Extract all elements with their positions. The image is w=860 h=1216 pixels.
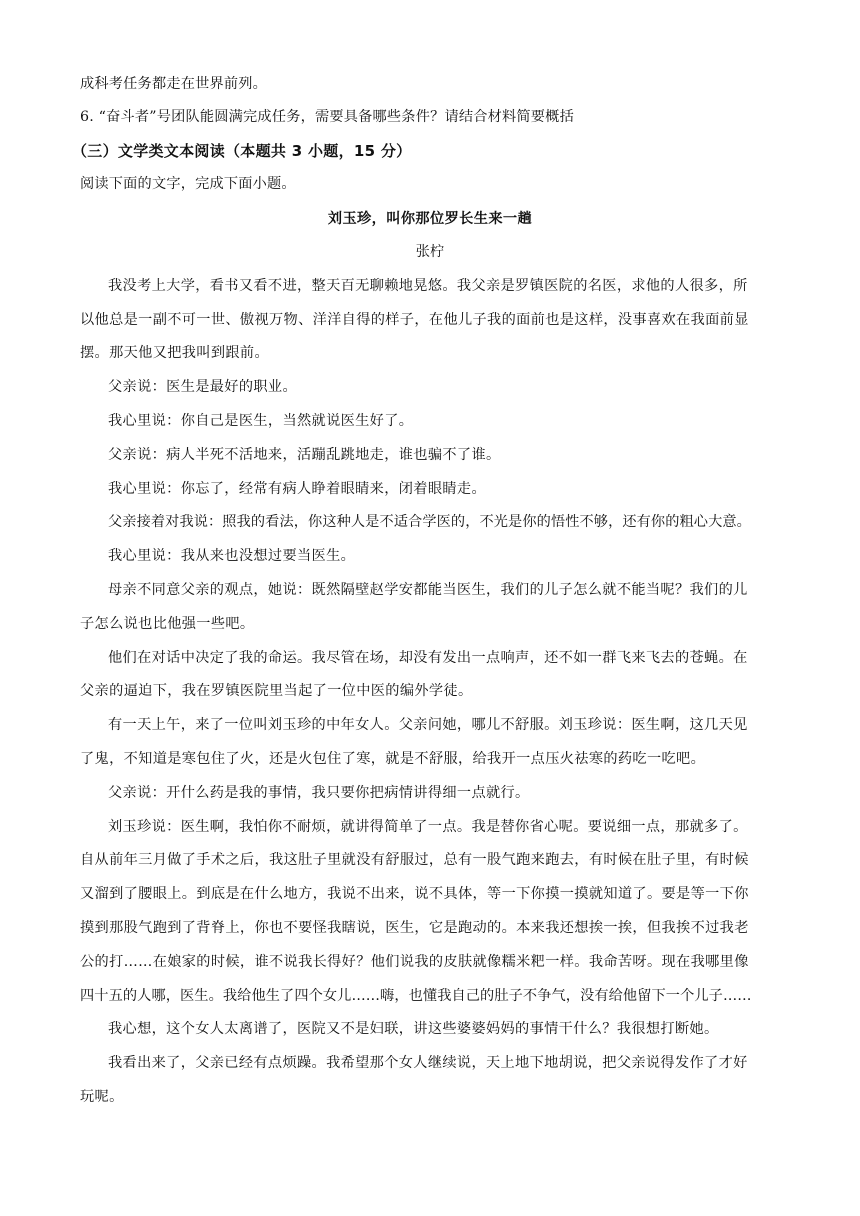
paragraph-line: 父亲接着对我说：照我的看法，你这种人是不适合学医的，不光是你的悟性不够，还有你的粗心大意。 [108,514,751,530]
paragraph-line: 自从前年三月做了手术之后，我这肚子里就没有舒服过，总有一股气跑来跑去，有时候在肚子里，有时候 [80,852,749,868]
paragraph-line: 我心里说：你忘了，经常有病人睁着眼睛来，闭着眼睛走。 [108,481,486,497]
paragraph-line: 我心里说：我从来也没想过要当医生。 [108,548,356,564]
text-line: 成科考任务都走在世界前列。 [80,76,268,92]
paragraph-line: 我看出来了，父亲已经有点烦躁。我希望那个女人继续说，天上地下地胡说，把父亲说得发作了才好 [108,1055,748,1071]
paragraph-line: 母亲不同意父亲的观点，她说：既然隔壁赵学安都能当医生，我们的儿子怎么就不能当呢？我们的儿 [108,582,748,598]
paragraph-line: 又溜到了腰眼上。到底是在什么地方，我说不出来，说不具体，等一下你摸一摸就知道了。要是等一下你 [80,886,749,902]
instruction-text: 阅读下面的文字，完成下面小题。 [80,176,296,192]
paragraph-line: 父亲说：医生是最好的职业。 [108,379,297,395]
paragraph-line: 父亲说：开什么药是我的事情，我只要你把病情讲得细一点就行。 [108,785,530,801]
paragraph-line: 父亲说：病人半死不活地来，活蹦乱跳地走，谁也骗不了谁。 [108,447,501,463]
paragraph-line: 我没考上大学，看书又看不进，整天百无聊赖地晃悠。我父亲是罗镇医院的名医，求他的人很多，所 [108,278,748,294]
paragraph-line: 了鬼，不知道是寒包住了火，还是火包住了寒，就是不舒服，给我开一点压火祛寒的药吃一吃吧。 [80,751,706,767]
paragraph-line: 父亲的逼迫下，我在罗镇医院里当起了一位中医的编外学徒。 [80,683,473,699]
paragraph-line: 玩呢。 [80,1089,124,1105]
paragraph-line: 以他总是一副不可一世、傲视万物、洋洋自得的样子，在他儿子我的面前也是这样，没事喜欢在我面前显 [80,312,749,328]
section-heading: （三）文学类文本阅读（本题共 3 小题，15 分） [72,142,412,160]
story-author: 张柠 [415,244,445,260]
paragraph-line: 他们在对话中决定了我的命运。我尽管在场，却没有发出一点响声，还不如一群飞来飞去的苍蝇。在 [108,650,748,666]
paragraph-line: 我心想，这个女人太离谱了，医院又不是妇联，讲这些婆婆妈妈的事情干什么？我很想打断她。 [108,1021,719,1037]
paragraph-line: 公的打……在娘家的时候，谁不说我长得好？他们说我的皮肤就像糯米粑一样。我命苦呀。现在我哪里像 [80,954,749,970]
paragraph-line: 摸到那股气跑到了背脊上，你也不要怪我瞎说，医生，它是跑动的。本来我还想挨一挨，但我挨不过我老 [80,920,749,936]
paragraph-line: 摆。那天他又把我叫到跟前。 [80,345,269,361]
paragraph-line: 我心里说：你自己是医生，当然就说医生好了。 [108,413,414,429]
question-6: 6. “奋斗者”号团队能圆满完成任务，需要具备哪些条件？请结合材料简要概括 [80,109,574,125]
paragraph-line: 四十五的人哪，医生。我给他生了四个女儿……嗨，也懂我自己的肚子不争气，没有给他留下一个儿子…… [80,988,752,1004]
paragraph-line: 有一天上午，来了一位叫刘玉珍的中年女人。父亲问她，哪儿不舒服。刘玉珍说：医生啊，这几天见 [108,717,748,733]
paragraph-line: 子怎么说也比他强一些吧。 [80,616,255,632]
story-title: 刘玉珍，叫你那位罗长生来一趟 [327,211,533,227]
paragraph-line: 刘玉珍说：医生啊，我怕你不耐烦，就讲得简单了一点。我是替你省心呢。要说细一点，那就多了。 [108,819,748,835]
